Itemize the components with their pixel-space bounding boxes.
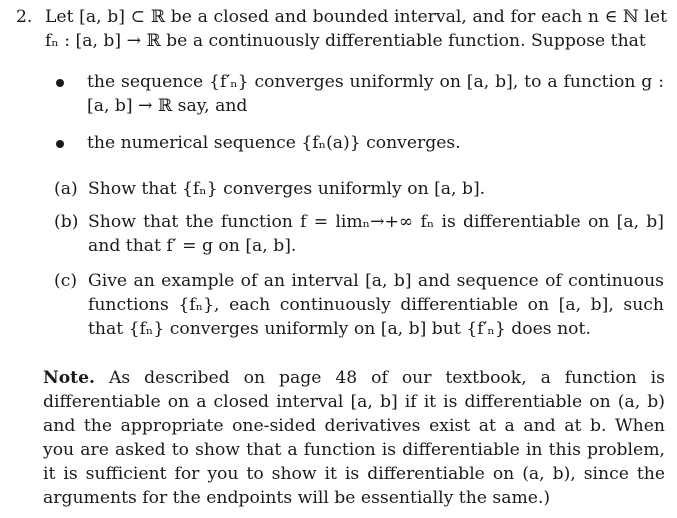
bullet-dot-icon bbox=[56, 140, 64, 148]
part-label: (c) bbox=[54, 271, 78, 291]
part-text: Give an example of an interval [a, b] and sequence of continuous functions {fₙ}, each continuously differentiable on [a, b], such that {fₙ} converges uniformly on [a, b] but {f′ₙ} does not. bbox=[88, 271, 664, 339]
part-label: (a) bbox=[54, 179, 78, 199]
bullet-text: the sequence {f′ₙ} converges uniformly on [a, b], to a function g : [a, b] → ℝ say, and bbox=[87, 72, 664, 116]
part-label: (b) bbox=[54, 212, 79, 232]
note-text: As described on page 48 of our textbook, a function is differentiable on a closed interval [a, b] if it is differentiable on (a, b) and the appropriate one-sided derivatives exist at a and at b. When you are asked to show that a function is differentiable in this problem, it is sufficient for you to show it is differentiable on (a, b), since the arguments for the endpoints will be essentially the same.) bbox=[43, 368, 665, 508]
bullet-text: the numerical sequence {fₙ(a)} converges. bbox=[87, 133, 461, 153]
note-label: Note. bbox=[43, 368, 96, 388]
problem-number: 2. bbox=[16, 7, 33, 27]
bullet-dot-icon bbox=[56, 79, 64, 87]
note-paragraph bbox=[43, 366, 665, 510]
problem-intro: Let [a, b] ⊂ ℝ be a closed and bounded interval, and for each n ∈ ℕ let fₙ : [a, b] → ℝ be a continuously differentiable function. Suppose that bbox=[45, 7, 667, 51]
part-text: Show that {fₙ} converges uniformly on [a, b]. bbox=[88, 179, 486, 199]
part-text: Show that the function f = limₙ→+∞ fₙ is differentiable on [a, b] and that f′ = g on [a, b]. bbox=[88, 212, 664, 256]
